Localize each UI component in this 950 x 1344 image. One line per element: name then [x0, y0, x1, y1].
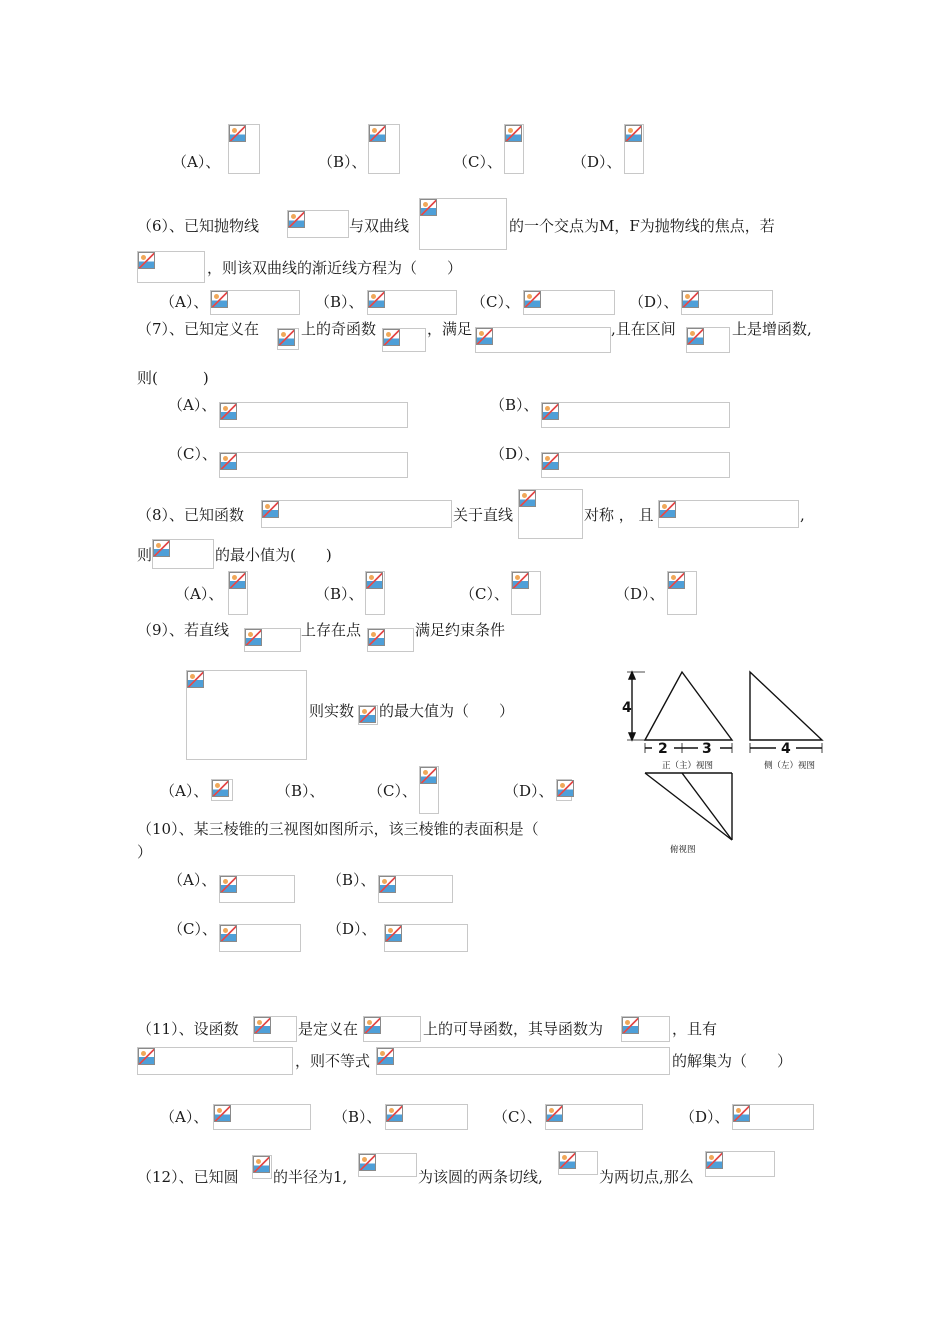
- q7-function-formula: [382, 328, 426, 352]
- front-view-caption: 正（主）视图: [662, 761, 714, 771]
- q11-option-c-label: （C）、: [493, 1108, 542, 1126]
- front-width-label-2: 3: [702, 741, 712, 757]
- q11-option-a-label: （A）、: [160, 1108, 209, 1126]
- q9-option-c-image: [419, 766, 439, 814]
- q9-text-5: 的最大值为（ ）: [379, 702, 515, 720]
- q10-text-2: ）: [137, 843, 153, 861]
- q11-inequality-formula: [376, 1047, 670, 1075]
- side-width-label: 4: [781, 741, 791, 757]
- q6-text-4: ，则该双曲线的渐近线方程为（ ）: [207, 259, 463, 277]
- q5-option-b-image: [368, 124, 400, 174]
- q9-text-2: 上存在点: [301, 621, 362, 639]
- q6-option-a-image: [210, 290, 300, 315]
- q12-expression-formula: [705, 1151, 775, 1177]
- q8-text-3: 对称 ， 且: [584, 506, 654, 524]
- q10-text-1: （10）、某三棱锥的三视图如图所示，该三棱锥的表面积是（: [137, 820, 539, 838]
- q6-option-d-label: （D）、: [629, 293, 679, 311]
- q8-option-b-label: （B）、: [315, 585, 364, 603]
- q7-text-4: ,且在区间: [611, 320, 676, 338]
- q7-text-2: 上的奇函数: [301, 320, 377, 338]
- top-view-caption: 俯视图: [670, 845, 696, 855]
- top-view-shape: [645, 773, 732, 840]
- q11-option-b-image: [385, 1104, 468, 1130]
- q11-option-c-image: [545, 1104, 643, 1130]
- q5-option-c-image: [504, 124, 524, 174]
- q8-expression-formula: [152, 539, 214, 569]
- q6-condition-formula: [137, 251, 205, 283]
- three-view-figure: [618, 662, 830, 862]
- q8-option-c-label: （C）、: [460, 585, 509, 603]
- q12-text-4: 为两切点,那么: [599, 1168, 694, 1186]
- q12-circle-formula: [252, 1155, 272, 1179]
- front-height-label: 4: [622, 700, 632, 716]
- q8-option-a-label: （A）、: [175, 585, 224, 603]
- q8-text-6: 的最小值为( ): [215, 546, 332, 564]
- q9-line-formula: [244, 628, 301, 652]
- q11-derivative-formula: [621, 1016, 670, 1042]
- q10-option-b-image: [378, 875, 453, 903]
- q10-option-b-label: （B）、: [327, 871, 376, 889]
- q7-text-5: 上是增函数,: [732, 320, 812, 338]
- q5-option-d-image: [624, 124, 644, 174]
- q8-text-5: 则: [137, 546, 153, 564]
- q7-option-a-image: [219, 402, 408, 428]
- q7-option-c-label: （C）、: [168, 445, 217, 463]
- q12-text-1: （12）、已知圆: [137, 1168, 239, 1186]
- q7-option-d-label: （D）、: [490, 445, 540, 463]
- q9-option-d-label: （D）、: [504, 782, 554, 800]
- q11-text-5: ，则不等式: [295, 1052, 371, 1070]
- q6-option-b-image: [367, 290, 457, 315]
- q6-option-d-image: [681, 290, 773, 315]
- q11-condition-formula: [137, 1047, 293, 1075]
- q7-text-3: ，满足: [427, 320, 473, 338]
- q9-option-c-label: （C）、: [368, 782, 417, 800]
- front-width-label-1: 2: [658, 741, 668, 757]
- q8-condition-formula: [658, 500, 799, 528]
- q7-condition-formula: [475, 327, 611, 353]
- q7-option-b-image: [541, 402, 730, 428]
- q12-tangents-formula: [358, 1153, 417, 1177]
- q8-option-c-image: [511, 571, 541, 615]
- q6-option-b-label: （B）、: [315, 293, 364, 311]
- q9-option-d-image: [556, 779, 572, 801]
- q9-constraints-formula: [186, 670, 307, 760]
- q6-option-c-label: （C）、: [471, 293, 520, 311]
- q8-line-formula: [518, 489, 583, 539]
- q12-text-2: 的半径为1,: [273, 1168, 348, 1186]
- q6-option-a-label: （A）、: [160, 293, 209, 311]
- front-view-triangle: [645, 672, 732, 740]
- q8-text-4: ,: [800, 506, 805, 524]
- q10-option-c-label: （C）、: [168, 920, 217, 938]
- q5-option-c-label: （C）、: [453, 153, 502, 171]
- q8-option-d-label: （D）、: [615, 585, 665, 603]
- q11-option-a-image: [213, 1104, 311, 1130]
- side-view-caption: 侧（左）视图: [764, 761, 816, 771]
- q8-text-2: 关于直线: [453, 506, 514, 524]
- q7-option-c-image: [219, 452, 408, 478]
- q12-points-formula: [558, 1151, 598, 1175]
- q7-option-b-label: （B）、: [490, 396, 539, 414]
- q11-text-3: 上的可导函数，其导函数为: [423, 1020, 604, 1038]
- q11-function-formula: [253, 1016, 297, 1042]
- q11-option-d-label: （D）、: [680, 1108, 730, 1126]
- q5-option-d-label: （D）、: [572, 153, 622, 171]
- q8-text-1: （8）、已知函数: [137, 506, 245, 524]
- q8-option-d-image: [667, 571, 697, 615]
- q9-variable-formula: [358, 705, 378, 725]
- q9-text-4: 则实数: [309, 702, 355, 720]
- q6-option-c-image: [523, 290, 615, 315]
- q10-option-d-label: （D）、: [327, 920, 377, 938]
- q10-option-c-image: [219, 924, 301, 952]
- q7-interval-formula: [686, 327, 730, 353]
- q11-text-2: 是定义在: [298, 1020, 359, 1038]
- q5-option-b-label: （B）、: [318, 153, 367, 171]
- q10-option-a-image: [219, 875, 295, 903]
- q6-parabola-formula: [287, 210, 349, 238]
- q7-text-6: 则( ): [137, 369, 209, 387]
- q12-text-3: 为该圆的两条切线,: [418, 1168, 543, 1186]
- q8-function-formula: [261, 500, 452, 528]
- q10-option-a-label: （A）、: [168, 871, 217, 889]
- q8-option-a-image: [228, 571, 248, 615]
- q10-option-d-image: [384, 924, 468, 952]
- q5-option-a-label: （A）、: [172, 153, 221, 171]
- q11-option-b-label: （B）、: [333, 1108, 382, 1126]
- q5-option-a-image: [228, 124, 260, 174]
- q9-option-a-label: （A）、: [160, 782, 209, 800]
- q9-text-3: 满足约束条件: [415, 621, 506, 639]
- q6-text-2: 与双曲线: [349, 217, 410, 235]
- q9-point-formula: [367, 628, 414, 652]
- q7-option-d-image: [541, 452, 730, 478]
- q11-text-6: 的解集为（ ）: [672, 1052, 793, 1070]
- q9-option-a-image: [211, 779, 233, 801]
- q6-text-1: （6）、已知抛物线: [137, 217, 260, 235]
- q11-domain-formula: [363, 1016, 421, 1042]
- q7-option-a-label: （A）、: [168, 396, 217, 414]
- q11-text-1: （11）、设函数: [137, 1020, 239, 1038]
- q7-text-1: （7）、已知定义在: [137, 320, 260, 338]
- q6-hyperbola-formula: [419, 198, 507, 250]
- q11-option-d-image: [732, 1104, 814, 1130]
- q9-option-b-label: （B）、: [276, 782, 325, 800]
- side-view-triangle: [750, 672, 822, 740]
- q7-domain-formula: [277, 328, 299, 350]
- q11-text-4: ，且有: [672, 1020, 718, 1038]
- q8-option-b-image: [365, 571, 385, 615]
- q9-text-1: （9）、若直线: [137, 621, 230, 639]
- q6-text-3: 的一个交点为M，F为抛物线的焦点，若: [509, 217, 775, 235]
